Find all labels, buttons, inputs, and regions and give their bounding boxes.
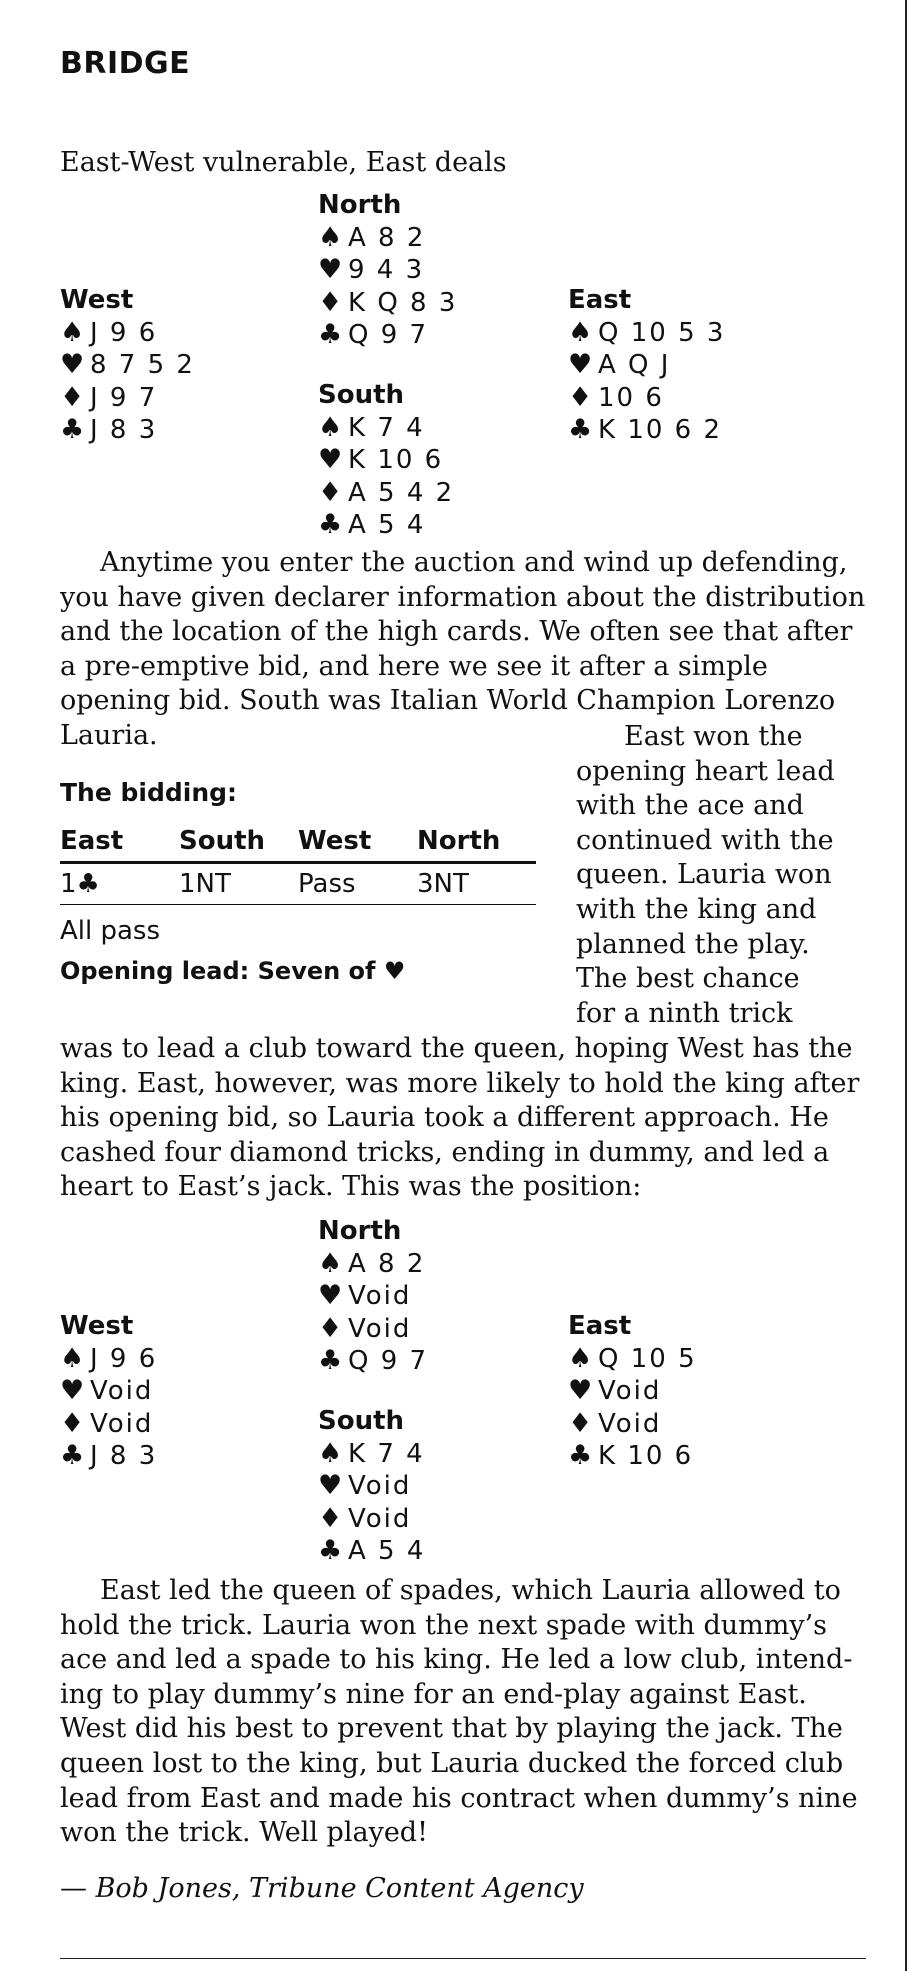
- hand-name: West: [60, 285, 134, 315]
- hand-name: East: [568, 285, 632, 315]
- cards: A Q J: [598, 350, 671, 380]
- cards: Void: [348, 1471, 412, 1501]
- bottom-rule: [60, 1958, 866, 1959]
- heart-icon: ♥: [318, 254, 343, 285]
- heart-icon: ♥: [568, 349, 593, 380]
- spade-icon: ♠: [318, 221, 343, 253]
- bidding-header: South: [179, 826, 266, 856]
- diamond-icon: ♦: [568, 381, 593, 413]
- text-line: cashed four diamond tricks, ending in dummy, and led a: [60, 1136, 830, 1168]
- heart-icon: ♥: [318, 1280, 343, 1311]
- spade-line: [60, 317, 195, 350]
- cards: 8 7 5 2: [90, 350, 195, 380]
- diamond-line: [60, 1408, 157, 1441]
- cards: Void: [348, 1313, 412, 1344]
- bid-cell: Pass: [298, 869, 356, 899]
- bidding-box: [60, 778, 536, 985]
- text-line: heart to East’s jack. This was the position:: [60, 1171, 642, 1203]
- text-line: East led the queen of spades, which Lauria allowed to: [100, 1575, 841, 1606]
- text-line: The best chance: [576, 963, 800, 995]
- hand-name: East: [568, 1311, 632, 1341]
- cards: J 9 7: [90, 382, 158, 413]
- text-line: with the ace and: [576, 790, 804, 822]
- bidding-row: [60, 864, 536, 905]
- text-line: East won the: [624, 721, 803, 752]
- cards: Q 10 5: [598, 1343, 697, 1374]
- cards: Void: [90, 1408, 154, 1439]
- diamond-line: [318, 1313, 428, 1346]
- deal1-north-hand: [318, 190, 457, 352]
- cards: K 10 6: [348, 445, 444, 475]
- diamond-line: [318, 477, 454, 510]
- cards: A 8 2: [348, 222, 426, 253]
- article-paragraph-2: [60, 1032, 890, 1205]
- club-line: [318, 319, 457, 352]
- hand-name: South: [318, 1406, 405, 1436]
- spade-icon: ♠: [568, 1342, 593, 1374]
- article-paragraph-2-side: [576, 720, 896, 1031]
- club-icon: ♣: [60, 1440, 85, 1471]
- bidding-header-row: [60, 821, 536, 864]
- club-line: [318, 509, 454, 542]
- spade-icon: ♠: [568, 316, 593, 348]
- club-icon: ♣: [318, 509, 343, 540]
- heart-icon: ♥: [60, 1375, 85, 1406]
- club-line: [318, 1345, 428, 1378]
- diamond-icon: ♦: [60, 1407, 85, 1439]
- diamond-icon: ♦: [318, 476, 343, 508]
- club-line: [568, 414, 725, 447]
- text-line: for a ninth trick: [576, 997, 793, 1029]
- bidding-header: North: [417, 826, 501, 856]
- text-line: his opening bid, so Lauria took a different approach. He: [60, 1102, 829, 1134]
- club-line: [568, 1440, 697, 1473]
- heart-line: [568, 349, 725, 382]
- cards: K 7 4: [348, 412, 425, 443]
- text-line: hold the trick. Lauria won the next spade with dummy’s: [60, 1609, 828, 1641]
- heart-icon: ♥: [60, 349, 85, 380]
- heart-icon: ♥: [318, 444, 343, 475]
- club-icon: ♣: [318, 319, 343, 350]
- hand-name: North: [318, 190, 402, 220]
- cards: A 5 4 2: [348, 477, 455, 508]
- diamond-line: [318, 287, 457, 320]
- hand-name: North: [318, 1216, 402, 1246]
- bid-cell: 3NT: [417, 869, 469, 899]
- text-line: queen. Lauria won: [576, 859, 832, 891]
- heart-line: [318, 1470, 425, 1503]
- cards: Q 9 7: [348, 1346, 429, 1376]
- club-line: [60, 1440, 157, 1473]
- text-line: with the king and: [576, 893, 817, 925]
- deal2-east-hand: [568, 1311, 697, 1473]
- cards: J 9 6: [90, 317, 158, 348]
- diamond-icon: ♦: [568, 1407, 593, 1439]
- text-line: queen lost to the king, but Lauria ducked the forced club: [60, 1747, 844, 1779]
- cards: J 8 3: [90, 1441, 158, 1471]
- deal2-north-hand: [318, 1216, 428, 1378]
- author-credit: — Bob Jones, Tribune Content Agency: [60, 1873, 584, 1904]
- cards: Void: [598, 1376, 662, 1406]
- spade-icon: ♠: [318, 1437, 343, 1469]
- club-icon: ♣: [60, 414, 85, 445]
- cards: Void: [598, 1408, 662, 1439]
- bidding-header: East: [60, 826, 124, 856]
- spade-line: [318, 1438, 425, 1471]
- cards: K 10 6 2: [598, 415, 723, 445]
- text-line: planned the play.: [576, 928, 810, 960]
- cards: Void: [90, 1376, 154, 1406]
- spade-icon: ♠: [60, 1342, 85, 1374]
- club-icon: ♣: [568, 1440, 593, 1471]
- spade-icon: ♠: [60, 316, 85, 348]
- cards: A 5 4: [348, 1536, 426, 1566]
- cards: 9 4 3: [348, 255, 425, 285]
- club-icon: ♣: [318, 1345, 343, 1376]
- spade-line: [568, 317, 725, 350]
- diamond-icon: ♦: [60, 381, 85, 413]
- spade-icon: ♠: [318, 411, 343, 443]
- cards: K 10 6: [598, 1441, 694, 1471]
- club-icon: ♣: [568, 414, 593, 445]
- text-line: lead from East and made his contract when dummy’s nine: [60, 1782, 858, 1814]
- hand-name: South: [318, 380, 405, 410]
- deal2-west-hand: [60, 1311, 157, 1473]
- heart-icon: ♥: [318, 1470, 343, 1501]
- diamond-line: [318, 1503, 425, 1536]
- spade-line: [568, 1343, 697, 1376]
- heart-line: [60, 349, 195, 382]
- bid-cell: 1NT: [179, 869, 231, 899]
- cards: Void: [348, 1503, 412, 1534]
- deal1-south-hand: [318, 380, 454, 542]
- text-line: continued with the: [576, 824, 834, 856]
- column-rule: [905, 0, 907, 1971]
- article-paragraph-3: [60, 1574, 900, 1851]
- text-line: ace and led a spade to his king. He led a low club, intend-: [60, 1644, 853, 1676]
- text-line: won the trick. Well played!: [60, 1817, 428, 1849]
- heart-line: [318, 1280, 428, 1313]
- text-line: opening heart lead: [576, 755, 835, 787]
- cards: Void: [348, 1281, 412, 1311]
- cards: Q 9 7: [348, 320, 429, 350]
- bidding-header: West: [298, 826, 372, 856]
- diamond-line: [60, 382, 195, 415]
- spade-icon: ♠: [318, 1247, 343, 1279]
- text-line: ing to play dummy’s nine for an end-play against East.: [60, 1678, 807, 1710]
- diamond-icon: ♦: [318, 286, 343, 318]
- heart-line: [568, 1375, 697, 1408]
- text-line: king. East, however, was more likely to hold the king after: [60, 1067, 860, 1099]
- bidding-title: The bidding:: [60, 778, 238, 807]
- cards: 10 6: [598, 382, 664, 413]
- text-line: was to lead a club toward the queen, hoping West has the: [60, 1033, 853, 1064]
- club-line: [318, 1535, 425, 1568]
- diamond-icon: ♦: [318, 1312, 343, 1344]
- diamond-line: [568, 382, 725, 415]
- bidding-footer: All pass: [60, 916, 161, 946]
- cards: K 7 4: [348, 1438, 425, 1469]
- heart-line: [318, 254, 457, 287]
- spade-line: [60, 1343, 157, 1376]
- cards: A 8 2: [348, 1248, 426, 1279]
- cards: J 9 6: [90, 1343, 158, 1374]
- spade-line: [318, 412, 454, 445]
- spade-line: [318, 222, 457, 255]
- club-line: [60, 414, 195, 447]
- bid-cell: 1♣: [60, 869, 100, 899]
- hand-name: West: [60, 1311, 134, 1341]
- text-line: West did his best to prevent that by playing the jack. The: [60, 1713, 843, 1745]
- vulnerability-line: East-West vulnerable, East deals: [60, 147, 507, 178]
- cards: A 5 4: [348, 510, 426, 540]
- deal1-east-hand: [568, 285, 725, 447]
- deal1-west-hand: [60, 285, 195, 447]
- paragraph-text: Anytime you enter the auction and wind up defending, you have given declarer information about the distribution and the location of the high cards. We often see that after a pre-emptive bid, and here we see it after a simple opening bid. South was Italian World Champion Lorenzo Lauria.: [60, 547, 866, 751]
- club-icon: ♣: [318, 1535, 343, 1566]
- opening-lead: Opening lead: Seven of ♥: [60, 957, 406, 985]
- heart-line: [60, 1375, 157, 1408]
- page-title: BRIDGE: [60, 46, 191, 81]
- deal2-south-hand: [318, 1406, 425, 1568]
- diamond-line: [568, 1408, 697, 1441]
- cards: K Q 8 3: [348, 287, 458, 318]
- heart-icon: ♥: [568, 1375, 593, 1406]
- heart-line: [318, 444, 454, 477]
- cards: Q 10 5 3: [598, 317, 726, 348]
- diamond-icon: ♦: [318, 1502, 343, 1534]
- cards: J 8 3: [90, 415, 158, 445]
- spade-line: [318, 1248, 428, 1281]
